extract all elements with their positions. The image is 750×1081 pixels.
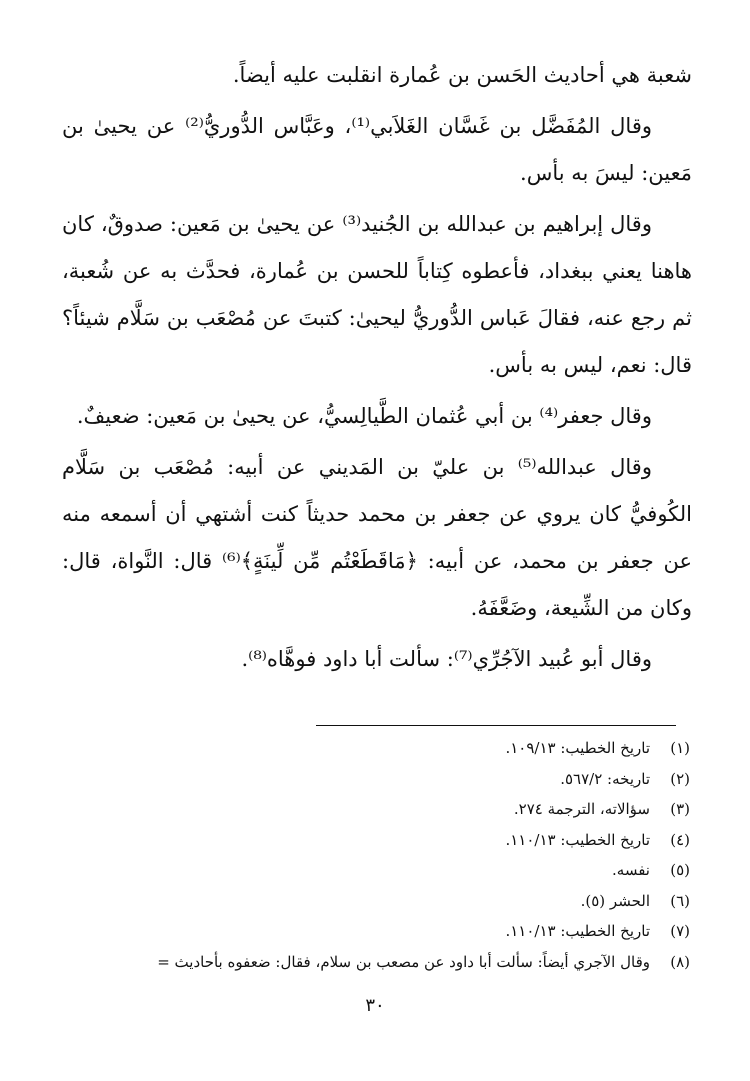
footnote-item (62, 794, 690, 825)
footnote-number: (٨) (670, 952, 690, 971)
footnote-text: نفسه. (612, 861, 650, 879)
footnote-text: تاريخ الخطيب: ١١٠/١٣. (505, 830, 650, 849)
paragraph-continuation: شعبة هي أحاديث الحَسن بن عُمارة انقلبت عليه أيضاً. (232, 63, 692, 87)
paragraph-abdullah: وقال عبدالله⁽⁵⁾ بن عليّ بن المَديني عن أبيه: مُصْعَب بن سَلَّام الكُوفيُّ كان يروي عن جعفر بن محمد حديثاً كنت أشتهي أن أسمعه منه عن جعفر بن محمد، عن أبيه: ﴿مَاقَطَعْتُم مِّن لِّينَةٍ﴾⁽⁶⁾ قال: النَّواة، قال: وكان من الشِّيعة، وضَعَّفَهُ. (62, 455, 692, 620)
footnote-text: تاريخ الخطيب: ١٠٩/١٣. (505, 739, 650, 757)
paragraph-ibrahim: وقال إبراهيم بن عبدالله بن الجُنيد⁽³⁾ عن يحيىٰ بن مَعين: صدوقٌ، كان هاهنا يعني ببغداد، فأعطوه كِتاباً للحسن بن عُمارة، فحدَّث به عن شُعبة، ثم رجع عنه، فقالَ عَباس الدُّوريُّ ليحيىٰ: كتبتَ عن مُصْعَب بن سَلَّام شيئاً؟ قال: نعم، ليس به بأس. (62, 212, 692, 377)
footnote-item (62, 764, 690, 795)
footnote-text: الحشر (٥). (580, 891, 650, 910)
main-text (62, 52, 692, 683)
footnote-number: (٤) (670, 830, 690, 849)
paragraph-ajurri: وقال أبو عُبيد الآجُرِّي⁽⁷⁾: سألت أبا داود فوهَّاه⁽⁸⁾. (241, 647, 652, 671)
footnote-item (62, 916, 690, 947)
footnote-item (62, 733, 690, 764)
footnotes (62, 733, 690, 977)
paragraph-jafar: وقال جعفر⁽⁴⁾ بن أبي عُثمان الطَّيالِسيُّ، عن يحيىٰ بن مَعين: ضعيفٌ. (76, 404, 652, 428)
footnote-text: سؤالاته، الترجمة ٢٧٤. (513, 800, 650, 818)
footnote-text: تاريخه: ٥٦٧/٢. (560, 769, 650, 788)
footnote-number: (٧) (670, 922, 690, 940)
page-number: ٣٠ (365, 995, 385, 1016)
footnote-number: (٣) (670, 800, 690, 818)
footnote-text: وقال الآجري أيضاً: سألت أبا داود عن مصعب بن سلام، فقال: ضعفوه بأحاديث = (157, 952, 650, 971)
footnote-item (62, 947, 690, 978)
footnote-number: (٥) (670, 861, 690, 879)
footnote-number: (٢) (670, 769, 690, 788)
page-body (62, 52, 692, 683)
footnote-divider (316, 725, 676, 726)
footnote-item (62, 855, 690, 886)
footnote-number: (١) (670, 739, 690, 757)
footnote-item (62, 825, 690, 856)
footnote-number: (٦) (670, 891, 690, 910)
paragraph-mufaddal: وقال المُفَضَّل بن غَسَّان الغَلاَبي⁽¹⁾، وعَبَّاس الدُّوريُّ⁽²⁾ عن يحيىٰ بن مَعين: ليسَ به بأس. (62, 114, 692, 185)
footnote-item (62, 886, 690, 917)
footnote-text: تاريخ الخطيب: ١١٠/١٣. (505, 922, 650, 940)
